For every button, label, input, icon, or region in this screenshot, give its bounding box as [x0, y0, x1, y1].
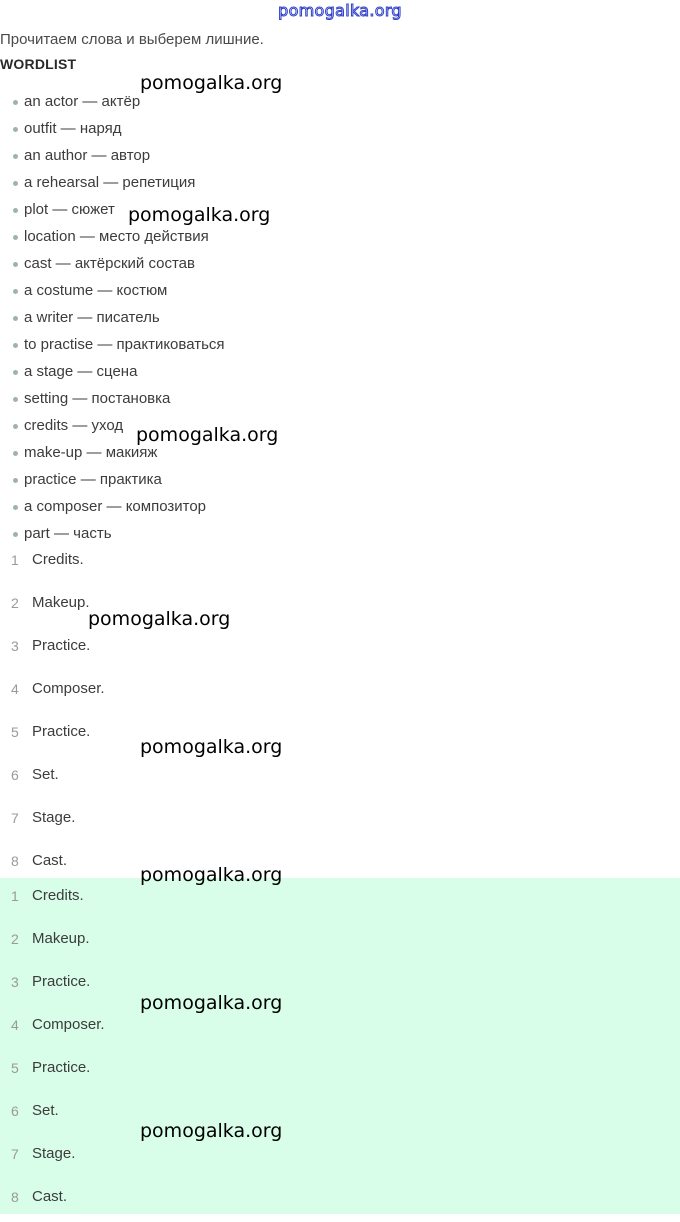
- wordlist-item: a writer — писатель: [0, 304, 225, 331]
- wordlist-item: a composer — композитор: [0, 493, 225, 520]
- wordlist-item: practice — практика: [0, 466, 225, 493]
- wordlist-item: cast — актёрский состав: [0, 250, 225, 277]
- answer-text: Makeup.: [32, 594, 90, 611]
- wordlist-heading: WORDLIST: [0, 56, 77, 72]
- wordlist-item: to practise — практиковаться: [0, 331, 225, 358]
- answer-text: Credits.: [32, 887, 84, 904]
- watermark: pomogalka.org: [140, 864, 283, 886]
- answer-number: 7: [11, 1146, 19, 1162]
- answer-text: Credits.: [32, 551, 84, 568]
- answer-item: [0, 1136, 680, 1179]
- answer-number: 6: [11, 1103, 19, 1119]
- wordlist-item: location — место действия: [0, 223, 225, 250]
- answer-text: Set.: [32, 1102, 59, 1119]
- watermark: pomogalka.org: [140, 736, 283, 758]
- answer-text: Makeup.: [32, 930, 90, 947]
- answer-number: 4: [11, 681, 19, 697]
- answer-item: [0, 921, 680, 964]
- answer-text: Practice.: [32, 723, 91, 740]
- wordlist-item: an actor — актёр: [0, 88, 225, 115]
- answer-item: [0, 1179, 680, 1222]
- wordlist-item: plot — сюжет: [0, 196, 225, 223]
- watermark: pomogalka.org: [140, 72, 283, 94]
- answer-item: [0, 1050, 680, 1093]
- watermark: pomogalka.org: [140, 1120, 283, 1142]
- answer-text: Stage.: [32, 809, 76, 826]
- wordlist-item: setting — постановка: [0, 385, 225, 412]
- answer-number: 4: [11, 1017, 19, 1033]
- highlighted-answer-list: [0, 878, 680, 1214]
- answer-text: Cast.: [32, 852, 68, 869]
- answer-item: [0, 878, 680, 921]
- answer-text: Practice.: [32, 1059, 91, 1076]
- watermark: pomogalka.org: [128, 204, 271, 226]
- answer-number: 2: [11, 931, 19, 947]
- answer-number: 6: [11, 767, 19, 783]
- site-header-logo[interactable]: pomogalka.org: [278, 1, 402, 20]
- answer-number: 8: [11, 1189, 19, 1205]
- wordlist-item: make-up — макияж: [0, 439, 225, 466]
- wordlist-item: a costume — костюм: [0, 277, 225, 304]
- watermark: pomogalka.org: [140, 992, 283, 1014]
- answer-item: [0, 1093, 680, 1136]
- answer-text: Set.: [32, 766, 59, 783]
- wordlist-item: credits — уход: [0, 412, 225, 439]
- answer-text: Cast.: [32, 1188, 68, 1205]
- answer-number: 2: [11, 595, 19, 611]
- watermark: pomogalka.org: [88, 608, 231, 630]
- answer-text: Composer.: [32, 680, 105, 697]
- answer-text: Practice.: [32, 973, 91, 990]
- answer-item: [0, 964, 680, 1007]
- wordlist: [0, 88, 225, 547]
- answer-text: Composer.: [32, 1016, 105, 1033]
- answer-text: Stage.: [32, 1145, 76, 1162]
- answer-number: 8: [11, 853, 19, 869]
- answer-text: Practice.: [32, 637, 91, 654]
- answer-number: 3: [11, 638, 19, 654]
- answer-item: [0, 1007, 680, 1050]
- wordlist-item: an author — автор: [0, 142, 225, 169]
- answer-number: 5: [11, 1060, 19, 1076]
- wordlist-item: part — часть: [0, 520, 225, 547]
- wordlist-item: outfit — наряд: [0, 115, 225, 142]
- wordlist-item: a rehearsal — репетиция: [0, 169, 225, 196]
- answer-number: 1: [11, 552, 19, 568]
- answer-number: 1: [11, 888, 19, 904]
- watermark: pomogalka.org: [136, 424, 279, 446]
- intro-text: Прочитаем слова и выберем лишние.: [0, 31, 264, 48]
- answer-number: 7: [11, 810, 19, 826]
- answer-number: 3: [11, 974, 19, 990]
- wordlist-item: a stage — сцена: [0, 358, 225, 385]
- answer-number: 5: [11, 724, 19, 740]
